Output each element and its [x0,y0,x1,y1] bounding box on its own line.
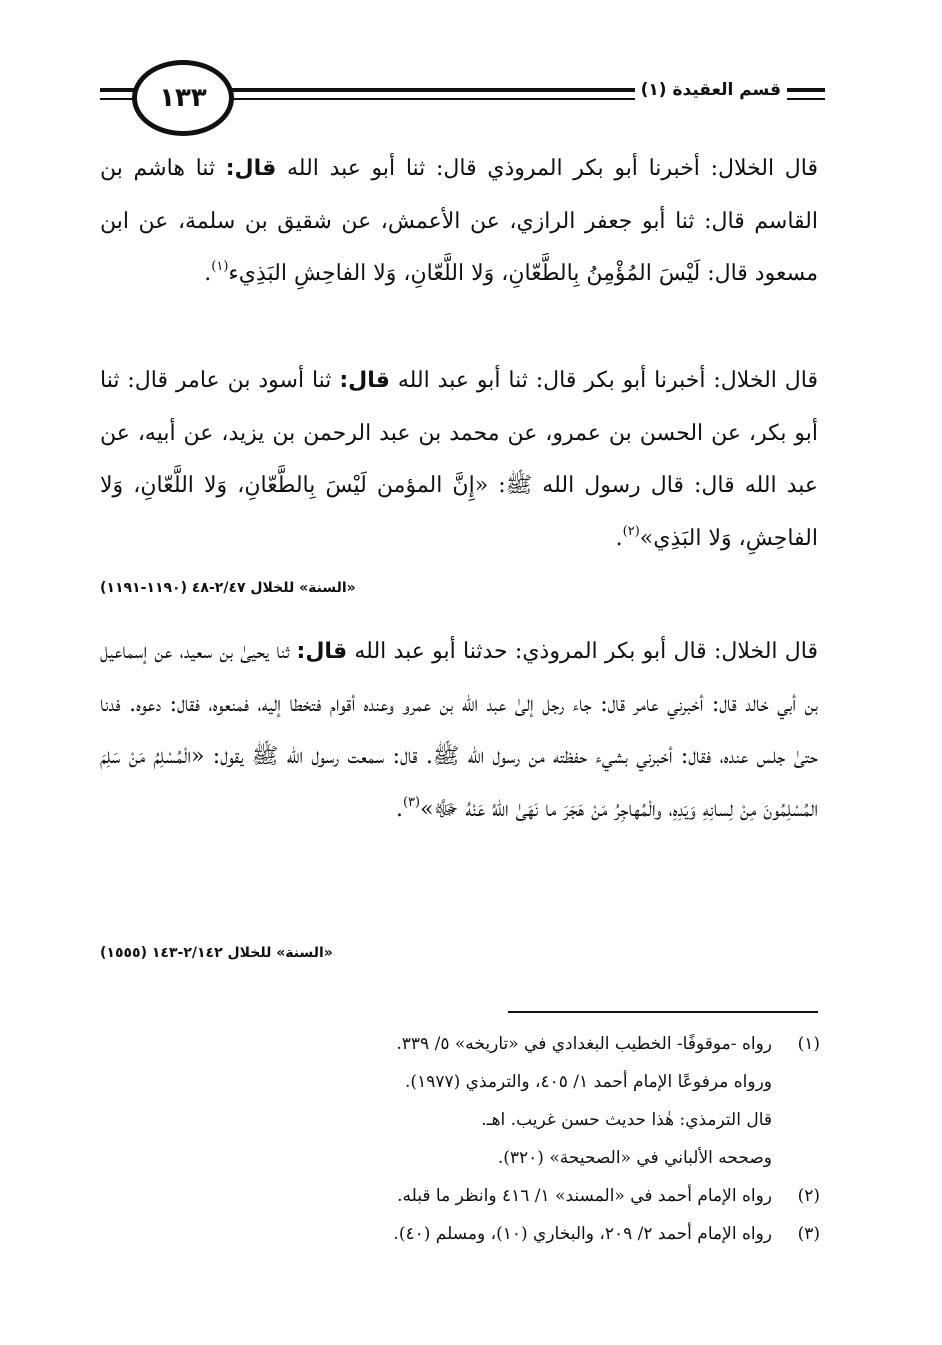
para-text: قال الخلال: أخبرنا أبو بكر المروذي قال: ثنا أبو عبد الله [287,156,819,181]
footnote-ref[interactable]: (١) [211,259,229,274]
hadith-paragraph-3 [100,626,818,836]
para-text: قال الخلال: قال أبو بكر المروذي: حدثنا أبو عبد الله [354,639,818,664]
footnote-2 [240,1177,820,1215]
header-rule-left [100,98,134,100]
section-title: قسم العقيدة (١) [635,80,787,100]
para-end: . [615,525,623,551]
hadith-paragraph-1 [100,143,818,301]
footnote-1-line-3 [240,1101,820,1139]
footnote-number: (١) [797,1034,820,1054]
footnote-3 [240,1215,820,1253]
footnote-1-line-4 [240,1139,820,1177]
hadith-paragraph-2 [100,355,818,565]
para-text: ثنا أسود بن عامر قال: ثنا أبو بكر، عن الحسن بن عمرو، عن محمد بن عبد الرحمن بن يزيد، عن أبيه، عن عبد الله قال: قال رسول الله ﷺ: «إِنَّ المؤمن لَيْسَ بِالطَّعّانِ، وَلا اللَّعّانِ، وَلا الفاحِشِ، وَلا البَذِي» [100,368,818,551]
page-number: ١٣٣ [159,83,207,113]
footnotes [240,1025,820,1253]
page-header [100,58,825,138]
qal-keyword: قال: [296,639,348,664]
qal-keyword: قال: [339,368,390,393]
footnote-text: قال الترمذي: هٰذا حديث حسن غريب. اهـ. [481,1110,772,1130]
para-text: قال الخلال: أخبرنا أبو بكر قال: ثنا أبو عبد الله [397,368,819,393]
header-rule-left-thick [100,88,134,92]
source-citation-2: «السنة» للخلال ٢/١٤٢-١٤٣ (١٥٥٥) [100,945,333,961]
footnote-separator [508,1011,818,1013]
footnote-1 [240,1025,820,1063]
qal-keyword: قال: [225,156,277,181]
para-end: . [204,261,212,286]
footnote-ref[interactable]: (٣) [402,794,421,810]
footnote-ref[interactable]: (٢) [622,523,640,539]
para-end: . [395,796,403,822]
page-number-badge [132,60,234,136]
para-text: ثنا يحيىٰ بن سعيد، عن إسماعيل بن أبي خالد قال: أخبرني عامر قال: جاء رجل إلىٰ عبد الله بن عمرو وعنده أقوام فتخطا إليه، فمنعوه، فقال: دعوه. فدنا حتىٰ جلس عنده، فقال: أخبرني بشيء حفظته من رسول الله ﷺ. قال: سمعت رسول الله ﷺ يقول: «الْمُسْلِمُ مَنْ سَلِمَ المُسْلِمُونَ مِنْ لِسانِهِ وَيَدِهِ، والْمُهاجِرُ مَنْ هَجَرَ ما نَهَىٰ اللهُ عَنْهُ ﷻ» [100,639,818,822]
source-citation-1: «السنة» للخلال ٢/٤٧-٤٨ (١١٩٠-١١٩١) [100,580,356,596]
footnote-text: رواه -موقوفًا- الخطيب البغدادي في «تاريخه» ٥/ ٣٣٩. [396,1034,772,1054]
footnote-text: ورواه مرفوعًا الإمام أحمد ١/ ٤٠٥، والترمذي (١٩٧٧). [405,1072,772,1092]
footnote-number: (٣) [797,1224,820,1244]
footnote-text: رواه الإمام أحمد ٢/ ٢٠٩، والبخاري (١٠)، ومسلم (٤٠). [393,1224,772,1244]
footnote-text: رواه الإمام أحمد في «المسند» ١/ ٤١٦ وانظر ما قبله. [397,1186,772,1206]
para-text: ثنا هاشم بن القاسم قال: ثنا أبو جعفر الرازي، عن الأعمش، عن شقيق بن سلمة، عن ابن مسعود قال: لَيْسَ المُؤْمِنُ بِالطَّعّانِ، وَلا اللَّعّانِ، وَلا الفاحِشِ البَذِيء [100,156,818,286]
footnote-text: وصححه الألباني في «الصحيحة» (٣٢٠). [497,1148,772,1168]
footnote-number: (٢) [797,1186,820,1206]
footnote-1-line-2 [240,1063,820,1101]
